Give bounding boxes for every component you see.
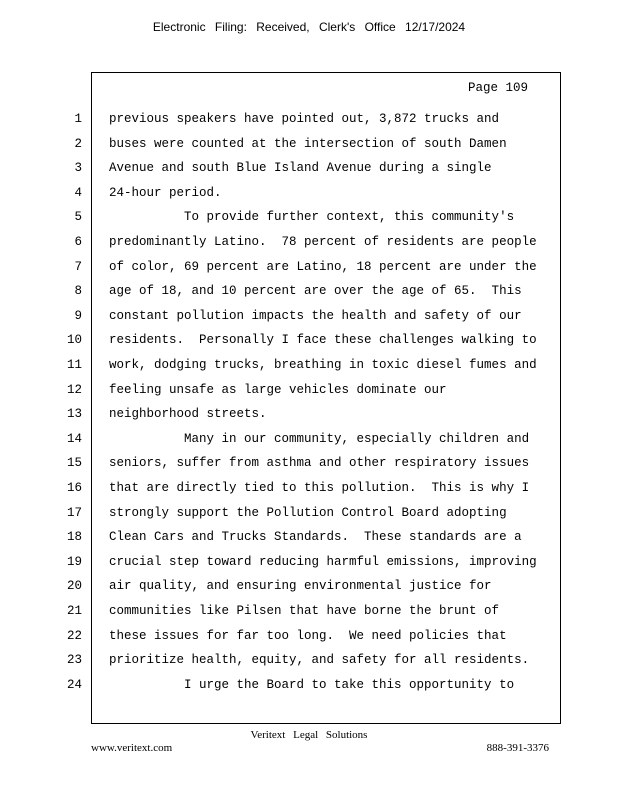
transcript-line: Clean Cars and Trucks Standards. These standards are a [109,530,522,545]
line-number: 14 [66,431,82,446]
line-number: 18 [66,530,82,545]
transcript-line: that are directly tied to this pollution. This is why I [109,481,530,495]
transcript-line: 24-hour period. [109,185,222,200]
line-number: 8 [74,284,82,299]
line-number: 5 [74,210,82,225]
transcript-line: I urge the Board to take this opportunity to [109,677,515,692]
line-number: 2 [74,136,82,151]
line-number: 23 [66,653,82,668]
transcript-line: Many in our community, especially children and [109,431,530,446]
line-number: 20 [66,579,82,594]
line-number: 6 [74,235,82,249]
transcript-line: To provide further context, this community's [109,210,515,225]
transcript-line: strongly support the Pollution Control Board adopting [109,505,507,520]
line-number: 19 [66,554,82,569]
transcript-line: buses were counted at the intersection of south Damen [109,136,507,151]
footer-company: Veritext Legal Solutions [250,729,368,741]
line-number: 3 [74,161,82,176]
transcript-line: of color, 69 percent are Latino, 18 percent are under the [109,259,537,274]
transcript-line: crucial step toward reducing harmful emissions, improving [109,554,537,569]
transcript-line: feeling unsafe as large vehicles dominate our [109,382,447,397]
transcript-line: residents. Personally I face these challenges walking to [109,333,537,348]
footer-phone: 888-391-3376 [486,742,549,754]
transcript-line: work, dodging trucks, breathing in toxic diesel fumes and [109,358,537,372]
line-number: 9 [74,308,82,323]
line-number: 21 [66,604,82,618]
line-number: 4 [74,185,82,200]
line-number: 22 [66,628,82,643]
line-number: 24 [66,677,82,692]
filing-header: Electronic Filing: Received, Clerk's Office 12/17/2024 [152,20,466,34]
footer-website: www.veritext.com [91,742,173,754]
page-number: Page 109 [468,81,529,95]
line-number: 15 [66,456,82,471]
transcript-line: predominantly Latino. 78 percent of residents are people [109,235,537,249]
transcript-line: constant pollution impacts the health and safety of our [109,308,522,323]
line-number: 7 [74,259,82,274]
transcript-line: Avenue and south Blue Island Avenue during a single [109,161,492,176]
transcript-line: seniors, suffer from asthma and other respiratory issues [109,456,530,471]
transcript-line: air quality, and ensuring environmental justice for [109,579,492,594]
line-number: 13 [66,407,82,422]
line-number: 10 [66,333,82,348]
line-number: 1 [74,112,82,126]
transcript-line: age of 18, and 10 percent are over the age of 65. This [109,284,522,299]
line-number: 12 [66,382,82,397]
transcript-line: communities like Pilsen that have borne the brunt of [109,604,500,618]
transcript-line: neighborhood streets. [109,407,267,422]
transcript-line: previous speakers have pointed out, 3,872 trucks and [109,112,500,126]
line-number: 11 [66,358,82,372]
transcript-line: prioritize health, equity, and safety for all residents. [109,653,530,668]
line-number: 17 [66,505,82,520]
transcript-line: these issues for far too long. We need policies that [109,628,507,643]
line-number: 16 [66,481,82,495]
